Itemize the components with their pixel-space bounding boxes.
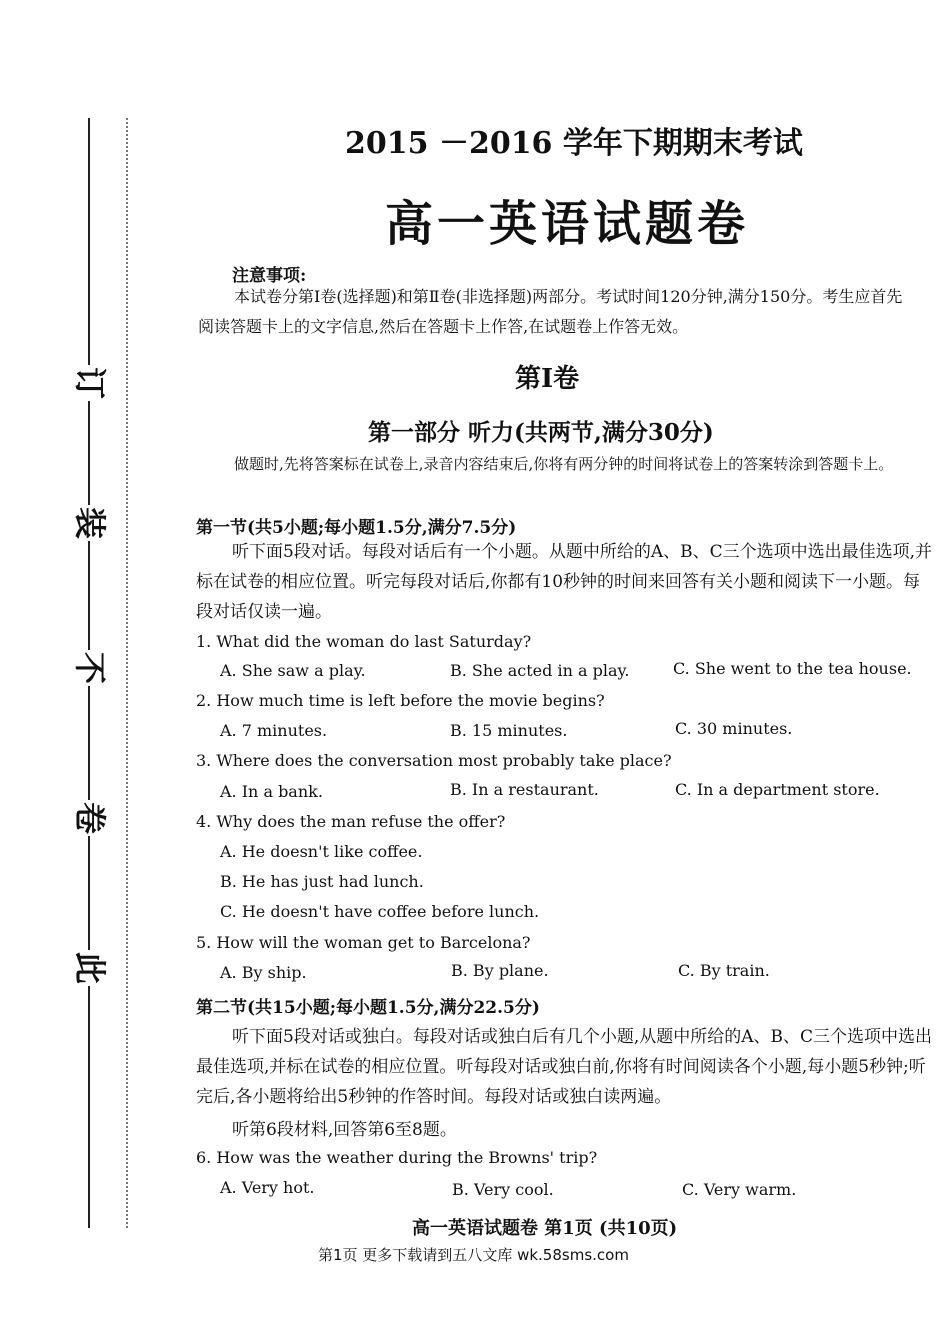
q6-option-a: A. Very hot. [220,1178,315,1197]
binding-char-zhuang: 装 [71,506,109,539]
download-note: 第1页 更多下载请到五八文库 wk.58sms.com [318,1246,629,1264]
q2-option-b: B. 15 minutes. [450,721,568,740]
binding-char-juan: 卷 [71,801,109,834]
q6-option-b: B. Very cool. [452,1180,554,1199]
binding-char-bu: 不 [71,651,109,684]
notice-body: 本试卷分第Ⅰ卷(选择题)和第Ⅱ卷(非选择题)两部分。考试时间120分钟,满分150分。考生应首先阅读答题卡上的文字信息,然后在答题卡上作答,在试题卷上作答无效。 [198,287,903,336]
q4-option-c: C. He doesn't have coffee before lunch. [220,902,540,921]
q5-option-a: A. By ship. [220,963,307,982]
q5-option-c: C. By train. [678,961,770,980]
q4-option-a: A. He doesn't like coffee. [220,842,423,861]
section-two-intro: 听下面5段对话或独白。每段对话或独白后有几个小题,从题中所给的A、B、C三个选项中选出最佳选项,并标在试卷的相应位置。听每段对话或独白前,你将有时间阅读各个小题,每小题5秒钟;听完后,各小题将给出5秒钟的作答时间。每段对话或独白读两遍。 [196,1027,932,1107]
q1-option-b: B. She acted in a play. [450,661,630,680]
section-two-title: 第二节(共15小题;每小题1.5分,满分22.5分) [196,998,540,1018]
page-footer-title: 高一英语试题卷 第1页 (共10页) [412,1218,678,1239]
q3-option-b: B. In a restaurant. [450,780,599,799]
q3-option-a: A. In a bank. [220,782,323,801]
exam-main-title: 高一英语试题卷 [385,196,750,252]
section-one-intro: 听下面5段对话。每段对话后有一个小题。从题中所给的A、B、C三个选项中选出最佳选项,并标在试卷的相应位置。听完每段对话后,你都有10秒钟的时间来回答有关小题和阅读下一小题。每段对话仅读一遍。 [196,542,932,622]
volume-title: 第Ⅰ卷 [515,364,580,394]
q1-option-c: C. She went to the tea house. [673,659,912,678]
question-5: 5. How will the woman get to Barcelona? [196,933,531,952]
q3-option-c: C. In a department store. [675,780,880,799]
section-one-title: 第一节(共5小题;每小题1.5分,满分7.5分) [196,518,517,538]
binding-char-ding: 订 [71,366,109,399]
part-one-instructions: 做题时,先将答案标在试卷上,录音内容结束后,你将有两分钟的时间将试卷上的答案转涂到答题卡上。 [234,455,894,473]
question-4: 4. Why does the man refuse the offer? [196,812,506,831]
q2-option-c: C. 30 minutes. [675,719,793,738]
q1-option-a: A. She saw a play. [220,661,366,680]
question-2: 2. How much time is left before the movie begins? [196,691,605,710]
question-3: 3. Where does the conversation most probably take place? [196,751,672,770]
question-6: 6. How was the weather during the Browns' trip? [196,1148,598,1167]
q4-option-b: B. He has just had lunch. [220,872,424,891]
part-one-title: 第一部分 听力(共两节,满分30分) [368,419,714,446]
exam-year-title: 2015 －2016 学年下期期末考试 [345,126,803,161]
q6-option-c: C. Very warm. [682,1180,797,1199]
q2-option-a: A. 7 minutes. [220,721,328,740]
q5-option-b: B. By plane. [451,961,549,980]
binding-char-ci: 此 [71,951,109,984]
notice-heading: 注意事项: [232,266,307,286]
material-note: 听第6段材料,回答第6至8题。 [232,1120,457,1140]
question-1: 1. What did the woman do last Saturday? [196,632,532,651]
